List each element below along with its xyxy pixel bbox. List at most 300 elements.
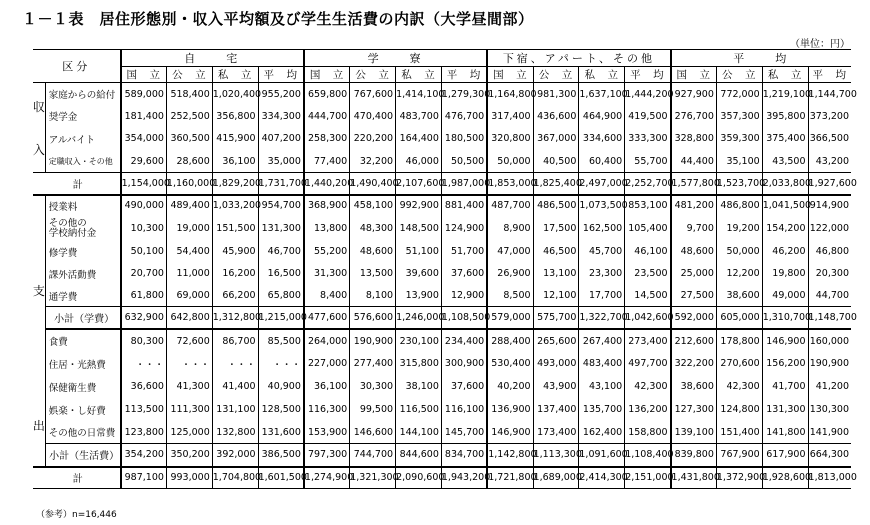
value-cell: 148,500 [396, 216, 442, 240]
subcolumn-header-row [33, 67, 851, 83]
value-cell: 146,600 [350, 421, 396, 444]
value-cell: 35,000 [258, 150, 304, 173]
value-cell: 2,033,800 [762, 173, 808, 195]
row-label: その他の日常費 [45, 421, 120, 444]
value-cell: 111,300 [166, 398, 212, 421]
table-row [33, 329, 851, 352]
value-cell: 320,800 [487, 128, 533, 151]
value-cell: 40,200 [487, 375, 533, 398]
value-cell: 61,800 [121, 285, 167, 307]
value-cell: 1,041,500 [762, 195, 808, 217]
value-cell: 270,600 [716, 352, 762, 375]
value-cell: 373,200 [808, 105, 851, 128]
value-cell: 131,600 [258, 421, 304, 444]
value-cell: 1,372,900 [716, 467, 762, 489]
value-cell: 844,600 [396, 444, 442, 467]
value-cell: 1,987,000 [441, 173, 487, 195]
value-cell: 1,033,200 [212, 195, 258, 217]
subcolumn-header: 平 均 [625, 67, 671, 83]
value-cell: 315,800 [396, 352, 442, 375]
grand-total-row [33, 467, 851, 489]
value-cell: 1,279,300 [441, 83, 487, 106]
value-cell: 992,900 [396, 195, 442, 217]
value-cell: 2,151,000 [625, 467, 671, 489]
value-cell: 1,113,300 [533, 444, 579, 467]
value-cell: 48,600 [350, 241, 396, 263]
value-cell: 16,200 [212, 263, 258, 285]
value-cell: 132,800 [212, 421, 258, 444]
value-cell: 43,900 [533, 375, 579, 398]
row-label: 定職収入・その他 [45, 150, 120, 173]
value-cell: 993,000 [166, 467, 212, 489]
value-cell: 65,800 [258, 285, 304, 307]
row-label: 計 [33, 467, 121, 489]
value-cell: 357,300 [716, 105, 762, 128]
value-cell: 328,800 [671, 128, 717, 151]
value-cell: 190,900 [808, 352, 851, 375]
value-cell: 1,148,700 [808, 307, 851, 329]
value-cell: 181,400 [121, 105, 167, 128]
value-cell: 9,700 [671, 216, 717, 240]
table-row [33, 105, 851, 128]
row-label [45, 216, 120, 240]
subcolumn-header: 国 立 [121, 67, 167, 83]
value-cell: 518,400 [166, 83, 212, 106]
value-cell: 136,200 [625, 398, 671, 421]
row-label: 課外活動費 [45, 263, 120, 285]
value-cell: 36,600 [121, 375, 167, 398]
value-cell: 43,500 [762, 150, 808, 173]
subcolumn-header: 平 均 [441, 67, 487, 83]
value-cell: 20,700 [121, 263, 167, 285]
value-cell: 13,800 [304, 216, 350, 240]
value-cell: 368,900 [304, 195, 350, 217]
value-cell: 1,091,600 [579, 444, 625, 467]
value-cell: 122,000 [808, 216, 851, 240]
value-cell: 1,246,000 [396, 307, 442, 329]
value-cell: 99,500 [350, 398, 396, 421]
value-cell: 642,800 [166, 307, 212, 329]
value-cell: 46,200 [762, 241, 808, 263]
reference-note: （参考）n=16,446 [36, 510, 117, 520]
value-cell: 47,000 [487, 241, 533, 263]
value-cell: 1,523,700 [716, 173, 762, 195]
value-cell: 146,900 [762, 329, 808, 352]
value-cell: 1,689,000 [533, 467, 579, 489]
value-cell: 436,600 [533, 105, 579, 128]
value-cell: 128,500 [258, 398, 304, 421]
value-cell: 927,900 [671, 83, 717, 106]
value-cell: 25,000 [671, 263, 717, 285]
value-cell: 69,000 [166, 285, 212, 307]
value-cell: 32,200 [350, 150, 396, 173]
table-row [33, 398, 851, 421]
value-cell: 116,100 [441, 398, 487, 421]
value-cell: 464,900 [579, 105, 625, 128]
value-cell: 158,800 [625, 421, 671, 444]
value-cell: 1,704,800 [212, 467, 258, 489]
value-cell: 481,200 [671, 195, 717, 217]
value-cell: 277,400 [350, 352, 396, 375]
value-cell: 1,108,400 [625, 444, 671, 467]
subcolumn-header: 国 立 [304, 67, 350, 83]
value-cell: 44,400 [671, 150, 717, 173]
value-cell: 113,500 [121, 398, 167, 421]
subcolumn-header: 公 立 [716, 67, 762, 83]
value-cell: 1,219,100 [762, 83, 808, 106]
table-title: １－１表 居住形態別・収入平均額及び学生生活費の内訳（大学昼間部） [22, 10, 534, 28]
value-cell: 1,825,400 [533, 173, 579, 195]
subcolumn-header: 国 立 [671, 67, 717, 83]
value-cell: 476,700 [441, 105, 487, 128]
value-cell: 267,400 [579, 329, 625, 352]
value-cell: 617,900 [762, 444, 808, 467]
value-cell: 23,500 [625, 263, 671, 285]
value-cell: ・・・ [166, 352, 212, 375]
group-header-dorm: 学 寮 [304, 50, 487, 67]
value-cell: 13,100 [533, 263, 579, 285]
value-cell: 1,312,800 [212, 307, 258, 329]
value-cell: 493,000 [533, 352, 579, 375]
value-cell: 1,813,000 [808, 467, 851, 489]
value-cell: 1,160,000 [166, 173, 212, 195]
value-cell: 334,300 [258, 105, 304, 128]
value-cell: 31,300 [304, 263, 350, 285]
value-cell: 1,928,600 [762, 467, 808, 489]
value-cell: 576,600 [350, 307, 396, 329]
value-cell: 2,414,300 [579, 467, 625, 489]
value-cell: 1,440,200 [304, 173, 350, 195]
value-cell: 444,700 [304, 105, 350, 128]
value-cell: 19,800 [762, 263, 808, 285]
value-cell: 43,100 [579, 375, 625, 398]
value-cell: 477,600 [304, 307, 350, 329]
value-cell: 17,700 [579, 285, 625, 307]
value-cell: 490,000 [121, 195, 167, 217]
value-cell: 2,497,000 [579, 173, 625, 195]
value-cell: 26,900 [487, 263, 533, 285]
value-cell: 151,500 [212, 216, 258, 240]
value-cell: 486,500 [533, 195, 579, 217]
value-cell: 16,500 [258, 263, 304, 285]
value-cell: 60,400 [579, 150, 625, 173]
value-cell: 575,700 [533, 307, 579, 329]
value-cell: 80,300 [121, 329, 167, 352]
subcolumn-header: 平 均 [258, 67, 304, 83]
value-cell: 1,042,600 [625, 307, 671, 329]
value-cell: 55,700 [625, 150, 671, 173]
value-cell: 415,900 [212, 128, 258, 151]
value-cell: 1,601,500 [258, 467, 304, 489]
unit-label: （単位：円） [790, 39, 850, 50]
value-cell: 360,500 [166, 128, 212, 151]
value-cell: 130,300 [808, 398, 851, 421]
table-row [33, 83, 851, 106]
table-row [33, 195, 851, 217]
value-cell: 37,600 [441, 375, 487, 398]
row-header: 区分 [33, 50, 121, 83]
value-cell: 1,321,300 [350, 467, 396, 489]
value-cell: 17,500 [533, 216, 579, 240]
row-label: 食費 [45, 329, 120, 352]
subcolumn-header: 公 立 [533, 67, 579, 83]
value-cell: 160,000 [808, 329, 851, 352]
subcolumn-header: 公 立 [166, 67, 212, 83]
value-cell: 350,200 [166, 444, 212, 467]
value-cell: 12,200 [716, 263, 762, 285]
value-cell: 27,500 [671, 285, 717, 307]
subcolumn-header: 公 立 [350, 67, 396, 83]
value-cell: 37,600 [441, 263, 487, 285]
value-cell: 13,900 [396, 285, 442, 307]
value-cell: 50,000 [716, 241, 762, 263]
value-cell: 125,000 [166, 421, 212, 444]
value-cell: 51,100 [396, 241, 442, 263]
subcolumn-header: 国 立 [487, 67, 533, 83]
value-cell: 2,252,700 [625, 173, 671, 195]
value-cell: 354,000 [121, 128, 167, 151]
table-row [33, 375, 851, 398]
value-cell: 38,600 [671, 375, 717, 398]
value-cell: 1,142,800 [487, 444, 533, 467]
value-cell: 123,800 [121, 421, 167, 444]
value-cell: 86,700 [212, 329, 258, 352]
value-cell: 212,600 [671, 329, 717, 352]
value-cell: 395,800 [762, 105, 808, 128]
value-cell: 981,300 [533, 83, 579, 106]
value-cell: 853,100 [625, 195, 671, 217]
value-cell: 29,600 [121, 150, 167, 173]
value-cell: 23,300 [579, 263, 625, 285]
value-cell: 419,500 [625, 105, 671, 128]
value-cell: 85,500 [258, 329, 304, 352]
value-cell: 50,000 [487, 150, 533, 173]
value-cell: 38,600 [716, 285, 762, 307]
table-row [33, 150, 851, 173]
table-row [33, 128, 851, 151]
value-cell: 407,200 [258, 128, 304, 151]
value-cell: 42,300 [625, 375, 671, 398]
value-cell: 105,400 [625, 216, 671, 240]
income-total-row [33, 173, 851, 195]
value-cell: 1,154,000 [121, 173, 167, 195]
value-cell: 252,500 [166, 105, 212, 128]
living-expense-table [32, 49, 857, 489]
value-cell: 530,400 [487, 352, 533, 375]
value-cell: 366,500 [808, 128, 851, 151]
subcolumn-header: 私 立 [579, 67, 625, 83]
value-cell: 41,400 [212, 375, 258, 398]
table-row [33, 263, 851, 285]
value-cell: ・・・ [258, 352, 304, 375]
row-label: 奨学金 [45, 105, 120, 128]
value-cell: 1,414,100 [396, 83, 442, 106]
value-cell: 124,800 [716, 398, 762, 421]
value-cell: 881,400 [441, 195, 487, 217]
value-cell: 77,400 [304, 150, 350, 173]
row-label-line: 学校納付金 [48, 227, 97, 239]
value-cell: 50,500 [441, 150, 487, 173]
subcolumn-header: 私 立 [396, 67, 442, 83]
value-cell: 8,400 [304, 285, 350, 307]
value-cell: 30,300 [350, 375, 396, 398]
value-cell: 744,700 [350, 444, 396, 467]
value-cell: 48,300 [350, 216, 396, 240]
value-cell: 44,700 [808, 285, 851, 307]
value-cell: 151,400 [716, 421, 762, 444]
value-cell: 489,400 [166, 195, 212, 217]
value-cell: 8,900 [487, 216, 533, 240]
value-cell: 12,100 [533, 285, 579, 307]
table-row [33, 241, 851, 263]
value-cell: 54,400 [166, 241, 212, 263]
table-row [33, 216, 851, 240]
value-cell: 265,600 [533, 329, 579, 352]
value-cell: 173,400 [533, 421, 579, 444]
value-cell: 162,400 [579, 421, 625, 444]
value-cell: 39,600 [396, 263, 442, 285]
value-cell: 41,200 [808, 375, 851, 398]
value-cell: 19,200 [716, 216, 762, 240]
value-cell: 1,431,800 [671, 467, 717, 489]
value-cell: 486,800 [716, 195, 762, 217]
value-cell: 1,215,000 [258, 307, 304, 329]
value-cell: 162,500 [579, 216, 625, 240]
value-cell: 839,800 [671, 444, 717, 467]
value-cell: 1,731,700 [258, 173, 304, 195]
group-header-home: 自 宅 [121, 50, 304, 67]
table-row [33, 421, 851, 444]
value-cell: 317,400 [487, 105, 533, 128]
value-cell: 131,300 [762, 398, 808, 421]
row-label: 住居・光熱費 [45, 352, 120, 375]
value-cell: 141,800 [762, 421, 808, 444]
value-cell: 1,721,800 [487, 467, 533, 489]
value-cell: 178,800 [716, 329, 762, 352]
value-cell: 632,900 [121, 307, 167, 329]
value-cell: 19,000 [166, 216, 212, 240]
value-cell: 797,300 [304, 444, 350, 467]
table-row [33, 352, 851, 375]
value-cell: 116,500 [396, 398, 442, 421]
value-cell: 153,900 [304, 421, 350, 444]
value-cell: 1,310,700 [762, 307, 808, 329]
table-body [32, 83, 857, 489]
value-cell: 356,800 [212, 105, 258, 128]
value-cell: 1,577,800 [671, 173, 717, 195]
value-cell: 10,300 [121, 216, 167, 240]
value-cell: 1,322,700 [579, 307, 625, 329]
row-label: 娯楽・し好費 [45, 398, 120, 421]
value-cell: 1,144,700 [808, 83, 851, 106]
value-cell: 579,000 [487, 307, 533, 329]
table-row [33, 285, 851, 307]
value-cell: ・・・ [212, 352, 258, 375]
value-cell: 497,700 [625, 352, 671, 375]
value-cell: 139,100 [671, 421, 717, 444]
value-cell: 20,300 [808, 263, 851, 285]
value-cell: 987,100 [121, 467, 167, 489]
value-cell: 45,900 [212, 241, 258, 263]
value-cell: 334,600 [579, 128, 625, 151]
value-cell: 230,100 [396, 329, 442, 352]
value-cell: 354,200 [121, 444, 167, 467]
value-cell: 40,900 [258, 375, 304, 398]
side-label [33, 83, 45, 173]
value-cell: 955,200 [258, 83, 304, 106]
row-label: 修学費 [45, 241, 120, 263]
value-cell: 589,000 [121, 83, 167, 106]
value-cell: 772,000 [716, 83, 762, 106]
value-cell: 41,300 [166, 375, 212, 398]
value-cell: 40,500 [533, 150, 579, 173]
value-cell: 46,500 [533, 241, 579, 263]
row-label: 通学費 [45, 285, 120, 307]
value-cell: 127,300 [671, 398, 717, 421]
value-cell: 220,200 [350, 128, 396, 151]
value-cell: 8,100 [350, 285, 396, 307]
subcolumn-header: 私 立 [212, 67, 258, 83]
value-cell: 136,900 [487, 398, 533, 421]
value-cell: 592,000 [671, 307, 717, 329]
value-cell: 359,300 [716, 128, 762, 151]
value-cell: 333,300 [625, 128, 671, 151]
value-cell: 1,073,500 [579, 195, 625, 217]
value-cell: 116,300 [304, 398, 350, 421]
value-cell: 66,200 [212, 285, 258, 307]
side-label-char: 収 [32, 99, 45, 114]
value-cell: 392,000 [212, 444, 258, 467]
value-cell: 470,400 [350, 105, 396, 128]
value-cell: 41,700 [762, 375, 808, 398]
value-cell: 156,200 [762, 352, 808, 375]
value-cell: 2,107,600 [396, 173, 442, 195]
value-cell: 1,853,000 [487, 173, 533, 195]
value-cell: 1,927,600 [808, 173, 851, 195]
value-cell: 288,400 [487, 329, 533, 352]
side-label-char: 支 [32, 284, 45, 298]
value-cell: 483,700 [396, 105, 442, 128]
value-cell: 72,600 [166, 329, 212, 352]
value-cell: 483,400 [579, 352, 625, 375]
value-cell: 141,900 [808, 421, 851, 444]
value-cell: 767,900 [716, 444, 762, 467]
value-cell: 145,700 [441, 421, 487, 444]
subcolumn-header: 私 立 [762, 67, 808, 83]
value-cell: 124,900 [441, 216, 487, 240]
value-cell: 767,600 [350, 83, 396, 106]
value-cell: 28,600 [166, 150, 212, 173]
value-cell: 227,000 [304, 352, 350, 375]
value-cell: 51,700 [441, 241, 487, 263]
value-cell: 322,200 [671, 352, 717, 375]
value-cell: 146,900 [487, 421, 533, 444]
value-cell: 135,700 [579, 398, 625, 421]
value-cell: 1,164,800 [487, 83, 533, 106]
value-cell: 834,700 [441, 444, 487, 467]
value-cell: 258,300 [304, 128, 350, 151]
value-cell: 487,700 [487, 195, 533, 217]
value-cell: 234,400 [441, 329, 487, 352]
value-cell: 46,000 [396, 150, 442, 173]
value-cell: 137,400 [533, 398, 579, 421]
value-cell: 605,000 [716, 307, 762, 329]
row-label: 計 [33, 173, 121, 195]
group-header-lodging: 下宿、アパート、その他 [487, 50, 670, 67]
row-label: アルバイト [45, 128, 120, 151]
value-cell: 11,000 [166, 263, 212, 285]
value-cell: ・・・ [121, 352, 167, 375]
